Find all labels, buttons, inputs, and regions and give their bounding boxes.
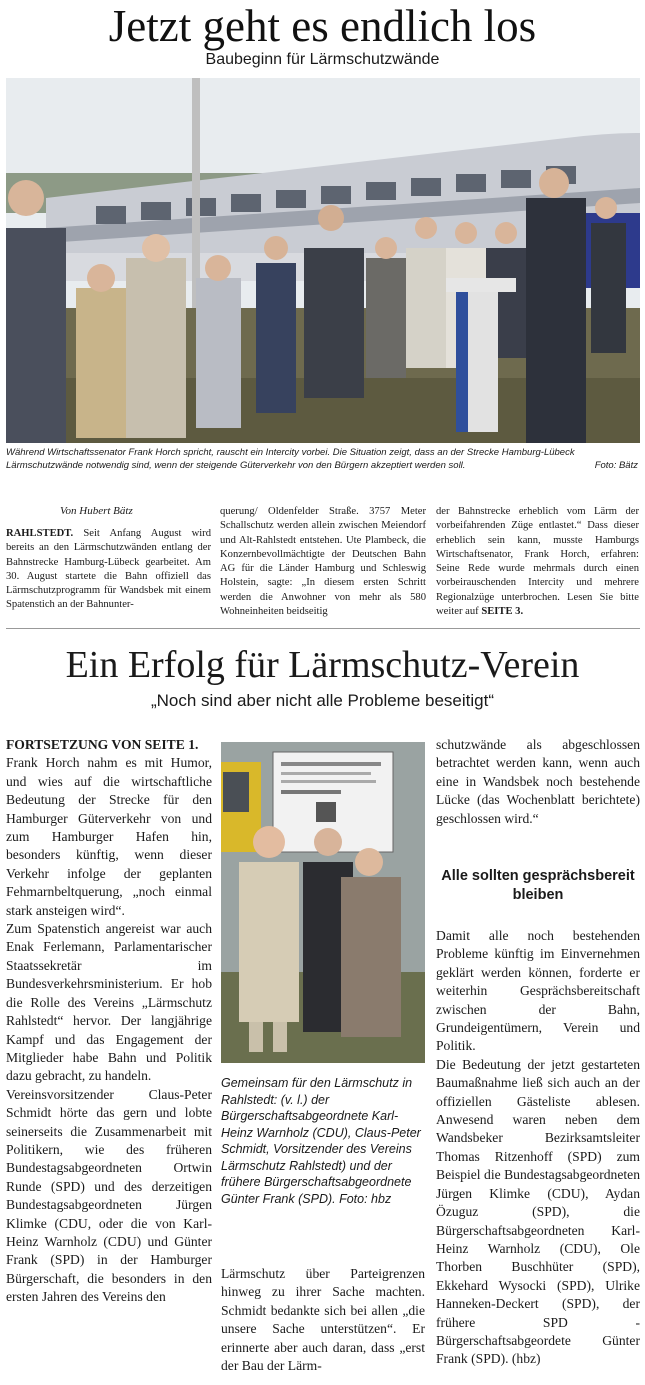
section-subhead: Alle sollten gesprächsbereit bleiben <box>441 868 635 903</box>
paragraph: Vereinsvorsitzender Claus-Peter Schmidt hörte das gern und lobte seinerseits die Zusammenarbeit mit Politikern, wie des früheren Bundestagsabgeordneten Ortwin Runde (SPD) und des derzeitigen Bundestagsabgeordneten Jürgen Klimke (CDU, oder die von Karl-Heinz Warnholz (CDU) und Günter Frank (SPD) in der Hamburger Bürgerschaft, die besonders in den ersten Jahren des Vereins den <box>6 1086 212 1305</box>
group-photo <box>221 742 425 1063</box>
photo-caption-2: Gemeinsam für den Lärmschutz in Rahlstedt: (v. l.) der Bürgerschaftsabgeordnete Karl-Heinz Warnholz (CDU), Claus-Peter Schmidt, Vorsitzender des Vereins Lärmschutz Rahlstedt) und der frühere Bürgerschaftsabgeordnete Günter Frank (SPD). Foto: hbz <box>221 1076 421 1206</box>
group-photo-image <box>221 742 425 1063</box>
subheadline-2: „Noch sind aber nicht alle Probleme beseitigt“ <box>150 691 494 710</box>
subheadline-1: Baubeginn für Lärmschutzwände <box>205 51 440 68</box>
article1-column-2: querung/ Oldenfelder Straße. 3757 Meter Schallschutz werden allein zwischen Meiendorf und Alt-Rahlstedt entstehen. Ute Plambeck, die Konzernbevollmächtigte der Deutschen Bahn AG für die Länder Hamburg und Schleswig Holstein, sagte: „In diesem ersten Schritt werden die Anwohner von mehr als 580 Wohneinheiten beidseitig <box>220 506 426 618</box>
article2-column-1: FORTSETZUNG VON SEITE 1. Frank Horch nahm es mit Humor, und wies auf die wirtschaftliche Bedeutung der Strecke für den Hamburger Güterverkehr von und zum Hamburger Hafen hin, besonders künftig, wenn dieser Verkehr infolge der geplanten Fehmarnbeltquerung, „noch einmal stark ansteigen wird“. Zum Spatenstich angereist war auch Enak Ferlemann, Parlamentarischer Staatssekretär im Bundesverkehrsministerium. Er hob die Rolle des Vereins „Lärmschutz Rahlstedt“ hervor. Der langjährige Kampf und das Engagement der Mitglieder habe Bahn und Politik dazu gebracht, zu handeln. Vereinsvorsitzender Claus-Peter Schmidt hörte das gern und lobte seinerseits die Zusammenarbeit mit Politikern, wie des früheren Bundestagsabgeordneten Ortwin Runde (SPD) und des derzeitigen Bundestagsabgeordneten Jürgen Klimke (CDU, oder die von Karl-Heinz Warnholz (CDU) und Günter Frank (SPD) in der Hamburger Bürgerschaft, die besonders in den ersten Jahren des Vereins den <box>6 736 212 1307</box>
article2-column-3-continued <box>436 927 640 1369</box>
byline: Von Hubert Bätz <box>60 505 133 517</box>
headline-2: Ein Erfolg für Lärmschutz-Verein <box>65 644 580 686</box>
event-photo <box>6 78 640 443</box>
headline-1: Jetzt geht es endlich los <box>108 1 537 51</box>
continuation-label: FORTSETZUNG VON SEITE 1. <box>6 737 199 752</box>
page-reference: SEITE 3. <box>481 606 524 618</box>
section-divider <box>6 628 640 629</box>
train-image <box>6 78 640 443</box>
photo-caption-1: Während Wirtschaftssenator Frank Horch spricht, rauscht ein Intercity vorbei. Die Situation zeigt, dass an der Strecke Hamburg-Lübeck Lärmschutzwände notwendig sind, wenn der steigende Güterverkehr von den Bürgern akzeptiert werden soll. Foto: Bätz <box>6 447 638 471</box>
article1-column-1: RAHLSTEDT. Seit Anfang August wird bereits an den Lärmschutzwänden entlang der Bahnstrecke Hamburg-Lübeck gearbeitet. Am 30. August startete die Bahn offiziell das Lärmschutzprogramm für Wandsbek mit einem Spatenstich an der Bahnunter- <box>6 528 211 611</box>
dateline: RAHLSTEDT. <box>6 528 74 539</box>
paragraph: Damit alle noch bestehenden Probleme künftig im Einvernehmen geklärt werden können, forderte er weiterhin Gesprächsbereitschaft zwischen der Bahn, Grundeigentümern, Verein und Politik. <box>436 928 640 1054</box>
article1-column-3: der Bahnstrecke erheblich vom Lärm der vorbeifahrenden Züge entlastet.“ Dass dieser erheblich sein kann, musste Hamburgs Wirtschaftsenator, Frank Horch, erfahren: Seine Rede wurde mehrmals durch einen vorbeirauschenden Intercity und mehrere Regionalzüge unterbrochen. Lesen Sie bitte weiter auf SEITE 3. <box>436 506 639 618</box>
photo-credit-1: Foto: Bätz <box>594 460 638 471</box>
paragraph: Zum Spatenstich angereist war auch Enak Ferlemann, Parlamentarischer Staatssekretär im Bundesverkehrsministerium. Er hob die Rolle des Vereins „Lärmschutz Rahlstedt“ hervor. Der langjährige Kampf und das Engagement der Mitglieder habe Bahn und Politik dazu gebracht, zu handeln. <box>6 921 212 1084</box>
article2-column-2: Lärmschutz über Parteigrenzen hinweg zu ihrer Sache machten. Schmidt bedankte sich bei allen „die unsere Sache unterstützen“. Er erinnerte aber auch daran, dass „erst der Bau der Lärm- <box>221 1266 425 1374</box>
article2-column-3: schutzwände als abgeschlossen betrachtet werden kann, wenn auch eine in Wandsbek noch bestehende Lücke (das Wochenblatt berichtete) geschlossen wird.“ <box>436 737 640 826</box>
paragraph: Die Bedeutung der jetzt gestarteten Baumaßnahme ließ sich auch an der offiziellen Gästeliste ablesen. Anwesend waren neben dem Wandsbeker Bezirksamtsleiter Thomas Ritzenhoff (SPD) zum Beispiel die Bundestagsabgeordneten Jürgen Klimke (CDU), Aydan Özuguz (SPD), die Bürgerschaftsabgeordneten Karl-Heinz Warnholz (CDU), Ole Thorben Buschhüter (SPD), Ekkehard Wysocki (SPD), Ulrike Hanneken-Deckert (SPD), der frühere SPD - Bürgerschaftsabgeordete Günter Frank (SPD). (hbz) <box>436 1056 640 1367</box>
